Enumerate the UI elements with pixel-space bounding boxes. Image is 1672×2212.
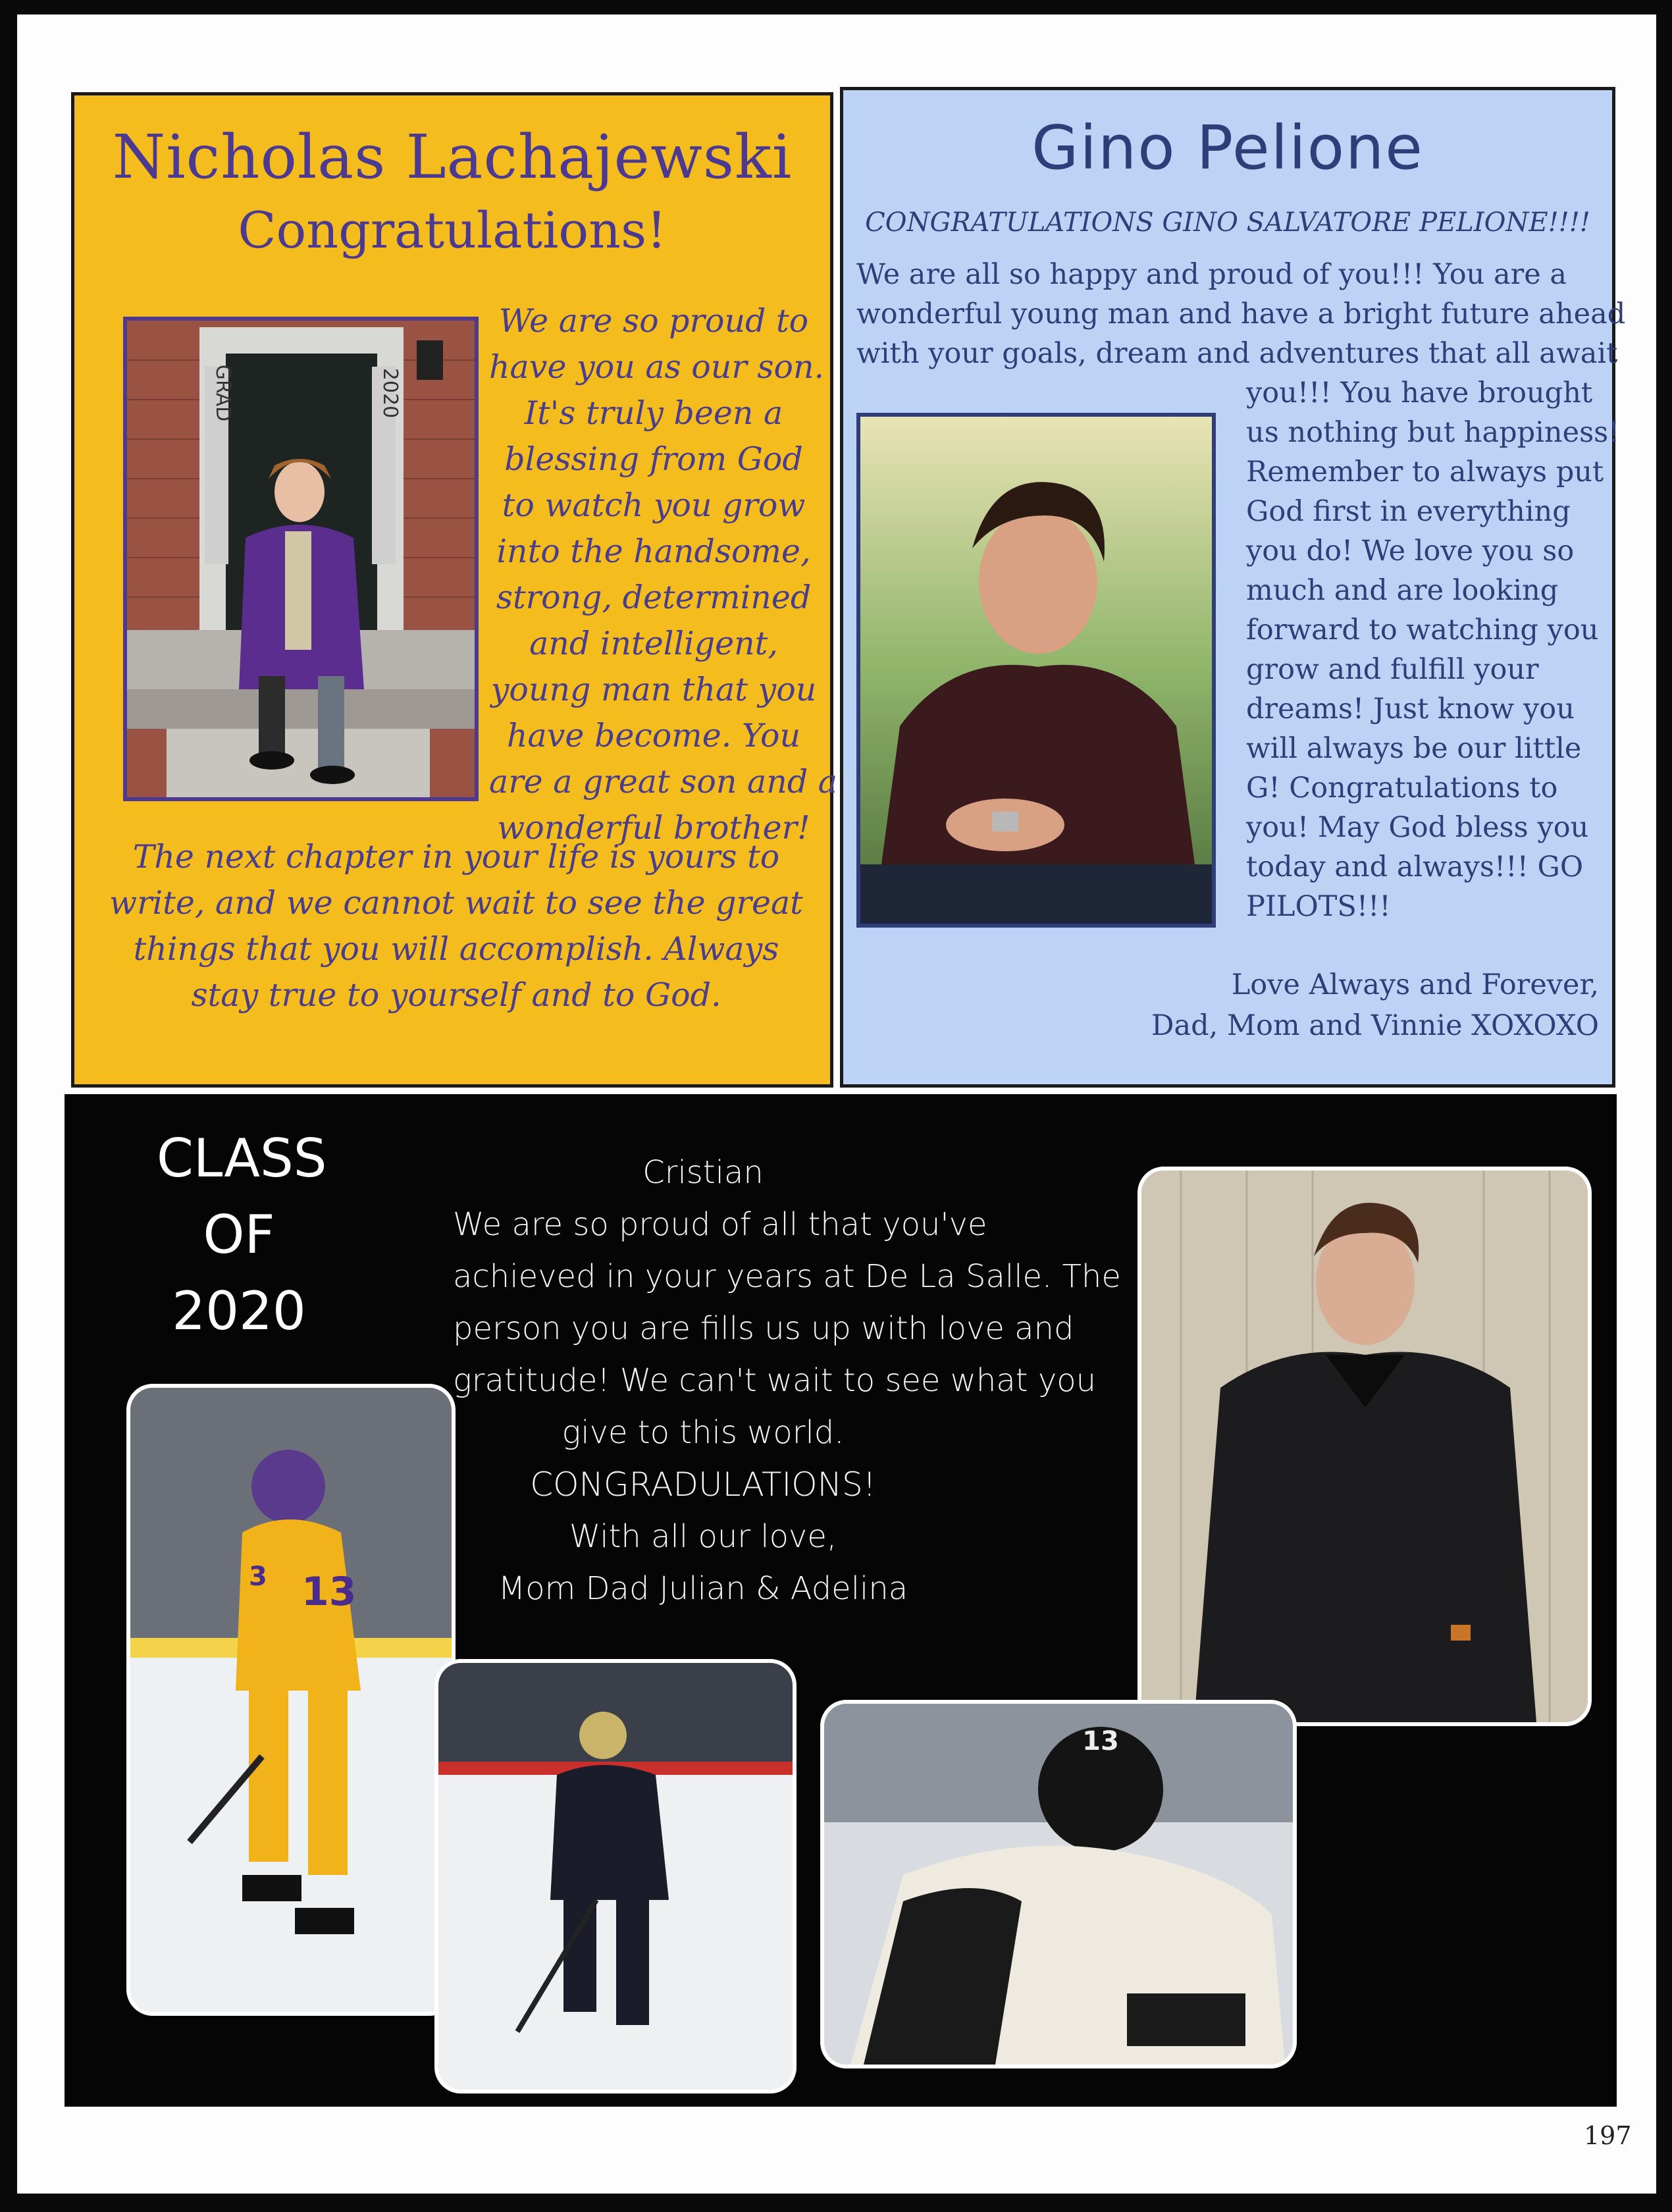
message-line: We are all so happy and proud of you!!! You are a (856, 258, 1567, 291)
message-line: We are so proud to (498, 302, 809, 340)
cristian-ad-panel (65, 1094, 1617, 2107)
message-line: grow and fulfill your (1246, 653, 1539, 686)
message-line: gratitude! We can't wait to see what you (453, 1362, 1097, 1399)
gino-message-top (856, 255, 1625, 373)
jersey-number: 3 (249, 1562, 267, 1592)
nicholas-graduation-photo (123, 317, 479, 801)
message-line: today and always!!! GO (1246, 851, 1584, 883)
message-line: Remember to always put (1246, 456, 1604, 488)
message-line: you do! We love you so (1246, 535, 1575, 567)
message-line: have you as our son. (489, 348, 825, 386)
class-line: 2020 (172, 1280, 306, 1342)
door-sign-grad: GRAD (211, 364, 234, 422)
message-line: G! Congratulations to (1246, 772, 1558, 804)
message-line: It's truly been a (524, 394, 783, 432)
message-line: and intelligent, (529, 625, 778, 662)
message-line: forward to watching you (1246, 614, 1599, 646)
message-line: wonderful young man and have a bright future ahead (856, 298, 1626, 330)
message-line: We are so proud of all that you've (453, 1206, 987, 1243)
message-line: strong, determined (496, 579, 812, 616)
class-line: CLASS (157, 1128, 327, 1189)
message-line: person you are fills us up with love and (453, 1310, 1074, 1347)
door-sign-2020: 2020 (379, 367, 402, 419)
message-line: give to this world. (562, 1414, 845, 1451)
nicholas-congrats-heading: Congratulations! (238, 201, 667, 259)
message-line: blessing from God (504, 440, 803, 478)
gino-subtitle: CONGRATULATIONS GINO SALVATORE PELIONE!!!! (865, 207, 1590, 238)
message-line: us nothing but happiness! (1246, 416, 1620, 449)
message-line: write, and we cannot wait to see the great (109, 884, 803, 922)
gino-ad-panel (840, 87, 1626, 1088)
hockey-action-photo-black-jersey (434, 1659, 797, 2094)
message-line: are a great son and a (489, 763, 837, 801)
gino-portrait-photo (856, 413, 1216, 928)
message-line: young man that you (490, 671, 817, 708)
hockey-closeup-photo-white-jersey (820, 1700, 1297, 2068)
class-of-2020-heading (157, 1120, 327, 1350)
message-line: God first in everything (1246, 495, 1571, 528)
hockey-action-photo-yellow-jersey (126, 1384, 456, 2016)
message-line: The next chapter in your life is yours to (132, 838, 780, 876)
signature-line: Dad, Mom and Vinnie XOXOXO (1151, 1009, 1599, 1042)
jersey-number: 13 (301, 1569, 357, 1615)
message-line: you!!! You have brought (1246, 377, 1593, 409)
nicholas-side-message (489, 298, 837, 851)
message-line: have become. You (506, 717, 801, 754)
message-line: PILOTS!!! (1246, 890, 1391, 923)
signature-line: Love Always and Forever, (1231, 968, 1599, 1001)
cristian-portrait-photo (1137, 1167, 1592, 1726)
message-line: wonderful brother! (497, 809, 810, 847)
message-line: into the handsome, (496, 533, 811, 570)
nicholas-name-heading: Nicholas Lachajewski (112, 122, 793, 192)
nicholas-ad-panel (71, 92, 837, 1088)
page-number: 197 (1584, 2121, 1632, 2150)
message-line: to watch you grow (502, 487, 806, 524)
message-line: stay true to yourself and to God. (191, 976, 721, 1014)
cristian-message (453, 1147, 1121, 1615)
message-line: with your goals, dream and adventures that all await (856, 337, 1618, 370)
gino-message-right (1246, 373, 1619, 926)
class-line: OF (203, 1204, 275, 1265)
jersey-number: 13 (1082, 1726, 1119, 1756)
nicholas-bottom-message (101, 834, 812, 1018)
yearbook-page (17, 14, 1656, 2194)
message-line: Cristian (642, 1154, 764, 1191)
message-line: you! May God bless you (1246, 811, 1589, 844)
gino-signature (1151, 964, 1599, 1046)
message-line: will always be our little (1246, 732, 1582, 765)
message-line: dreams! Just know you (1246, 693, 1575, 725)
message-line: CONGRADULATIONS! (530, 1465, 876, 1504)
message-line: things that you will accomplish. Always (133, 930, 779, 968)
message-line: achieved in your years at De La Salle. The (453, 1258, 1121, 1295)
message-line: much and are looking (1246, 574, 1559, 607)
message-line: Mom Dad Julian & Adelina (498, 1570, 908, 1607)
message-line: With all our love, (569, 1518, 837, 1555)
gino-name-heading: Gino Pelione (1032, 113, 1424, 183)
